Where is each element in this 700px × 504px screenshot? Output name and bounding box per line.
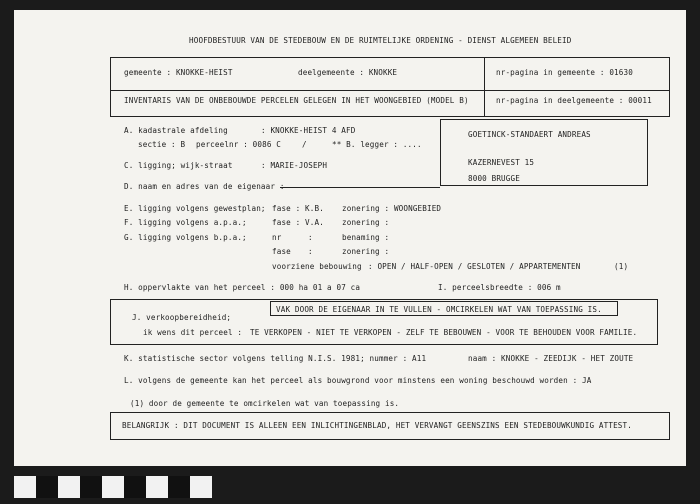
voorziene-value: : OPEN / HALF-OPEN / GESLOTEN / APPARTEMENTEN [368, 262, 581, 271]
footnote: (1) door de gemeente te omcirkelen wat van toepassing is. [130, 399, 400, 408]
gewestplan-fase: fase : K.B. [272, 204, 324, 213]
legger: ** B. legger : .... [332, 140, 422, 149]
bpa-fase: fase [272, 247, 291, 256]
wens-label: ik wens dit perceel : [143, 328, 243, 337]
apa-zonering: zonering : [342, 218, 390, 227]
bpa-zonering: zonering : [342, 247, 390, 256]
bpa-label: G. ligging volgens b.p.a.; [124, 233, 247, 242]
scan-strip-white [146, 476, 168, 498]
sector-naam: naam : KNOKKE - ZEEDIJK - HET ZOUTE [468, 354, 634, 363]
statistische-sector: K. statistische sector volgens telling N.I.S. 1981; nummer : A11 [124, 354, 427, 363]
apa-label: F. ligging volgens a.p.a.; [124, 218, 247, 227]
header-title: HOOFDBESTUUR VAN DE STEDEBOUW EN DE RUIMTELIJKE ORDENING - DIENST ALGEMEEN BELEID [189, 36, 572, 45]
sectie: sectie : B [138, 140, 186, 149]
gewestplan-label: E. ligging volgens gewestplan; [124, 204, 266, 213]
perceelnr: perceelnr : 0086 C [196, 140, 281, 149]
bpa-benaming: benaming : [342, 233, 390, 242]
gemeente: gemeente : KNOKKE-HEIST [124, 68, 233, 77]
eigenaar-line [280, 187, 440, 188]
bpa-nr-colon: : [308, 233, 313, 242]
scan-strip-white [102, 476, 124, 498]
eigenaar-label: D. naam en adres van de eigenaar : [124, 182, 285, 191]
scan-strip-white [14, 476, 36, 498]
owner-city: 8000 BRUGGE [468, 174, 520, 183]
inventaris-title: INVENTARIS VAN DE ONBEBOUWDE PERCELEN GELEGEN IN HET WOONGEBIED (MODEL B) [124, 96, 469, 105]
document-page [14, 10, 686, 466]
bouwgrond-statement: L. volgens de gemeente kan het perceel als bouwgrond voor minstens een woning beschouwd worden : JA [124, 376, 592, 385]
nr-pagina-gemeente: nr-pagina in gemeente : 01630 [496, 68, 633, 77]
perceelsbreedte: I. perceelsbreedte : 006 m [438, 283, 561, 292]
owner-street: KAZERNEVEST 15 [468, 158, 535, 167]
scan-strip-white [58, 476, 80, 498]
nr-pagina-deelgemeente: nr-pagina in deelgemeente : 00011 [496, 96, 652, 105]
apa-fase: fase : V.A. [272, 218, 324, 227]
oppervlakte: H. oppervlakte van het perceel : 000 ha 01 a 07 ca [124, 283, 361, 292]
scan-strip-white [190, 476, 212, 498]
voorziene-label: voorziene bebouwing [272, 262, 362, 271]
verkoopbereidheid-label: J. verkoopbereidheid; [132, 313, 232, 322]
voorziene-note: (1) [614, 262, 629, 271]
bpa-fase-colon: : [308, 247, 313, 256]
scan-strip-black [124, 476, 146, 498]
perceelnr-slash: / [302, 140, 307, 149]
ligging-value: : MARIE-JOSEPH [261, 161, 328, 170]
owner-name: GOETINCK-STANDAERT ANDREAS [468, 130, 591, 139]
ligging-label: C. ligging; wijk-straat [124, 161, 233, 170]
wens-value: TE VERKOPEN - NIET TE VERKOPEN - ZELF TE BEBOUWEN - VOOR TE BEHOUDEN VOOR FAMILIE. [250, 328, 638, 337]
scan-strip-black [80, 476, 102, 498]
gewestplan-zonering: zonering : WOONGEBIED [342, 204, 442, 213]
deelgemeente: deelgemeente : KNOKKE [298, 68, 398, 77]
scan-strip-black [36, 476, 58, 498]
kadastrale-value: : KNOKKE-HEIST 4 AFD [261, 126, 356, 135]
belangrijk-text: BELANGRIJK : DIT DOCUMENT IS ALLEEN EEN INLICHTINGENBLAD, HET VERVANGT GEENSZINS EEN STEDEBOUWKUNDIG ATTEST. [122, 421, 632, 430]
bpa-nr: nr [272, 233, 282, 242]
scan-strip-black [168, 476, 190, 498]
owner-fill-banner-text: VAK DOOR DE EIGENAAR IN TE VULLEN - OMCIRKELEN WAT VAN TOEPASSING IS. [276, 305, 602, 314]
kadastrale-label: A. kadastrale afdeling [124, 126, 228, 135]
